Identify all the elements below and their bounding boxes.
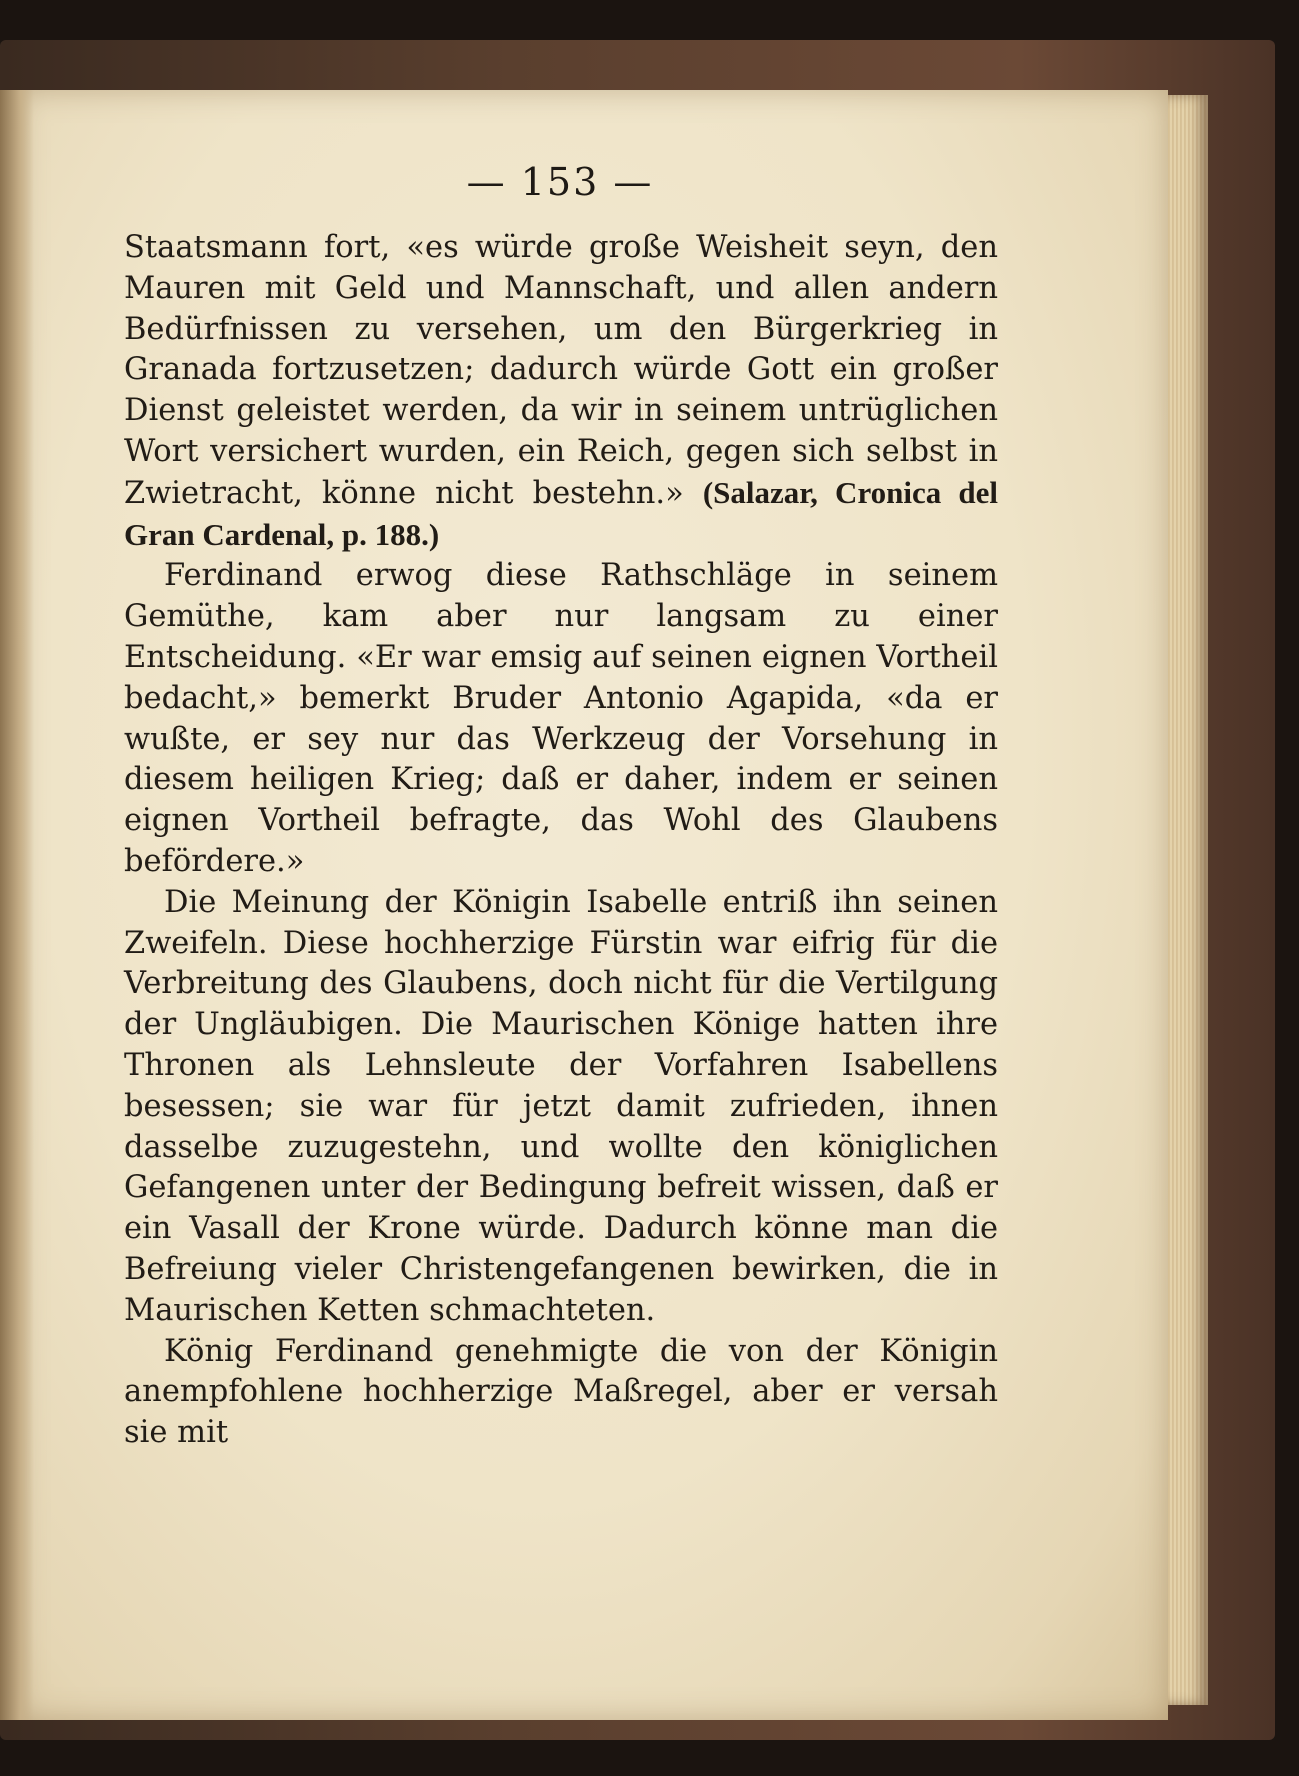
paragraph: Die Meinung der Königin Isabelle entriß ihn seinen Zweifeln. Diese hochherzige Fürstin war eifrig für die Verbreitung des Glaubens, doch nicht für die Vertilgung der Ungläubigen. Die Maurischen Könige hatten ihre Thronen als Lehnsleute der Vorfahren Isabellens besessen; sie war für jetzt damit zufrieden, ihnen dasselbe zuzugestehn, und wollte den königlichen Gefangenen unter der Bedingung befreit wissen, daß er ein Vasall der Krone würde. Dadurch könne man die Befreiung vieler Christengefangenen bewirken, die in Maurischen Ketten schmachteten. xyxy=(124,884,998,1328)
paragraph: König Ferdinand genehmigte die von der Königin anempfohlene hochherzige Maßregel, aber er versah sie mit xyxy=(124,1333,998,1451)
paragraph: Ferdinand erwog diese Rathschläge in seinem Gemüthe, kam aber nur langsam zu einer Entscheidung. «Er war emsig auf seinen eignen Vortheil bedacht,» bemerkt Bruder Antonio Agapida, «da er wußte, er sey nur das Werkzeug der Vorsehung in diesem heiligen Krieg; daß er daher, indem er seinen eignen Vortheil befragte, das Wohl des Glaubens befördere.» xyxy=(124,558,998,879)
page-number: — 153 — xyxy=(466,160,654,204)
body-text xyxy=(124,228,998,1454)
paragraph-text: Staatsmann fort, «es würde große Weisheit seyn, den Mauren mit Geld und Mannschaft, und allen andern Bedürfnissen zu versehen, um den Bürgerkrieg in Granada fortzusetzen; dadurch würde Gott ein großer Dienst geleistet werden, da wir in seinem untrüglichen Wort versichert wurden, ein Reich, gegen sich selbst in Zwietracht, könne nicht bestehn.» xyxy=(124,230,998,511)
page-gutter xyxy=(0,90,34,1720)
citation: (Salazar, Cronica del Gran Cardenal, p. 188.) xyxy=(124,474,998,552)
paragraph xyxy=(124,228,998,556)
